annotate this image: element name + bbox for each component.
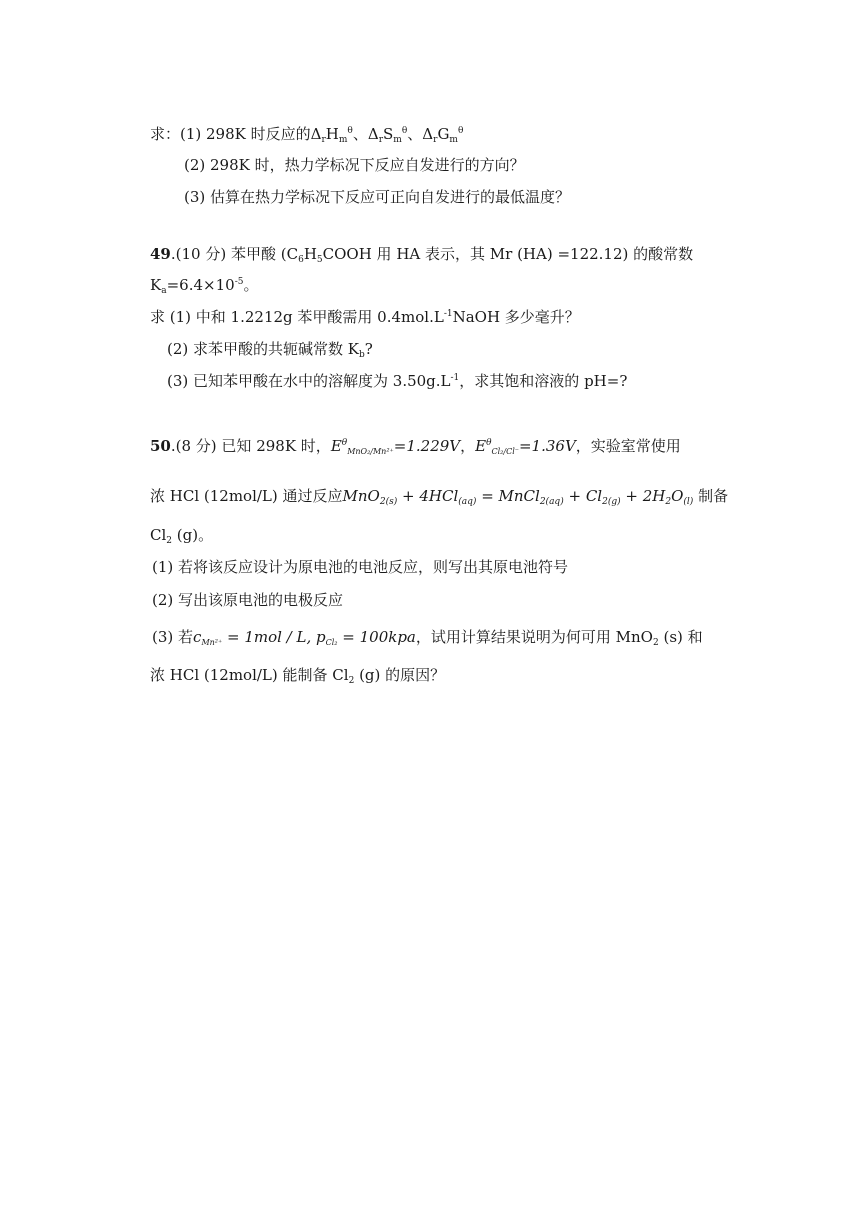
sub-5: 5: [316, 255, 323, 265]
q50-cl2-line: [150, 525, 213, 545]
q50-part2: (2) 写出该原电池的电极反应: [152, 591, 344, 609]
q49-part1-text: 求 (1) 中和 1.2212g 苯甲酸需用 0.4mol.L: [150, 308, 444, 326]
conc-value: = 1mol / L, p: [222, 628, 326, 646]
q50-last-line: [150, 665, 445, 685]
e2-value: =1.36V: [518, 437, 576, 455]
q49-part1-text-2: NaOH 多少毫升？: [452, 308, 580, 326]
q49-intro-text: .(10 分) 苯甲酸 (C: [170, 245, 299, 263]
state-g: (g)。: [172, 526, 214, 544]
symbol-K: K: [150, 276, 162, 294]
symbol-G: G: [437, 125, 450, 143]
q50-reaction-end: 制备: [693, 487, 729, 505]
sup-theta: θ: [347, 126, 353, 136]
exponent-minus-1: -1: [450, 373, 460, 383]
q48-part3: (3) 估算在热力学标况下反应可正向自发进行的最低温度？: [184, 188, 571, 206]
q50-number: 50: [150, 437, 171, 455]
sub-2: 2: [665, 497, 672, 507]
q50-part3-end: (s) 和: [658, 628, 703, 646]
sub-2: 2: [652, 638, 659, 648]
delta-symbol: Δ: [422, 125, 434, 143]
sub-2aq: 2(aq): [539, 497, 564, 507]
sub-s: (s): [385, 497, 398, 507]
ka-exponent: -5: [234, 277, 244, 287]
symbol-S: S: [383, 125, 394, 143]
sub-2: 2: [348, 676, 355, 686]
q49-number: 49: [150, 245, 171, 263]
sub-mn2plus: Mn²⁺: [201, 638, 223, 647]
pressure-value: = 100kpa: [337, 628, 416, 646]
symbol-c: c: [193, 628, 202, 646]
q50-part3-text: (3) 若: [152, 628, 194, 646]
sub-aq: (aq): [458, 497, 477, 507]
symbol-cl: Cl: [150, 526, 167, 544]
rxn-h: + 2H: [620, 487, 666, 505]
q50-intro-end: ，实验室常使用: [575, 437, 681, 455]
sub-6: 6: [298, 255, 304, 265]
separator: 、: [407, 125, 423, 143]
sub-m: m: [449, 135, 458, 145]
q49-part3: [167, 371, 627, 391]
q50-part1: (1) 若将该反应设计为原电池的电池反应，则写出其原电池符号: [152, 558, 569, 576]
delta-rH: [311, 125, 353, 143]
sub-a: a: [161, 286, 167, 296]
delta-symbol: Δ: [310, 125, 322, 143]
symbol-H: H: [303, 245, 317, 263]
q49-intro-text-2: COOH 用 HA 表示，其 Mr (HA) =122.12) 的酸常数: [322, 245, 694, 263]
rxn-mno: MnO: [342, 487, 380, 505]
sup-theta: θ: [401, 126, 408, 136]
q49-ka-line: [150, 275, 258, 295]
sub-b: b: [359, 350, 365, 360]
symbol-E: E: [330, 437, 342, 455]
sub-2: 2: [379, 497, 386, 507]
delta-rS: [368, 125, 407, 143]
q49-part3-text-2: ，求其饱和溶液的 pH=?: [459, 372, 628, 390]
sub-r: r: [378, 135, 384, 145]
sub-2: 2: [166, 536, 173, 546]
q48-request-text: 求：(1) 298K 时反应的: [150, 125, 311, 143]
q50-last-text: 浓 HCl (12mol/L) 能制备 Cl: [150, 666, 349, 684]
sub-2g: 2(g): [602, 497, 621, 507]
q49-part1: [150, 307, 580, 327]
sup-theta: θ: [457, 126, 464, 136]
q50-part3-text-2: ，试用计算结果说明为何可用 MnO: [415, 628, 653, 646]
rxn-cl: + Cl: [563, 487, 603, 505]
sup-theta: θ: [486, 438, 492, 448]
q49-part3-text: (3) 已知苯甲酸在水中的溶解度为 3.50g.L: [167, 372, 451, 390]
q50-part3: [152, 627, 703, 647]
q50-last-end: (g) 的原因？: [354, 666, 446, 684]
symbol-E: E: [475, 437, 487, 455]
sub-cl2: Cl₂: [325, 638, 338, 647]
reaction-equation: [343, 487, 694, 505]
q48-request-line: [150, 124, 463, 144]
ka-value: =6.4×10: [166, 276, 235, 294]
symbol-H: H: [325, 125, 339, 143]
q49-part2: [167, 339, 373, 359]
couple-cl2-cl: Cl₂/Cl⁻: [491, 447, 519, 456]
q50-reaction-intro: 浓 HCl (12mol/L) 通过反应: [150, 487, 343, 505]
delta-symbol: Δ: [367, 125, 379, 143]
q48-part2: (2) 298K 时，热力学标况下反应自发进行的方向？: [184, 156, 525, 174]
exponent-minus-1: -1: [443, 309, 453, 319]
e1-value: =1.229V: [393, 437, 461, 455]
sub-l: (l): [683, 497, 694, 507]
rxn-mncl: = MnCl: [476, 487, 540, 505]
q50-reaction-line: [150, 486, 728, 506]
q50-intro-text: .(8 分) 已知 298K 时，: [170, 437, 331, 455]
rxn-hcl: + 4HCl: [397, 487, 459, 505]
q50-intro-line: [150, 436, 681, 456]
sub-m: m: [338, 135, 348, 145]
q49-intro-line: [150, 244, 693, 264]
question-mark: ?: [364, 340, 373, 358]
couple-mno2-mn: MnO₂/Mn²⁺: [347, 447, 394, 456]
delta-rG: [422, 125, 463, 143]
comma: ，: [460, 437, 476, 455]
sub-m: m: [393, 135, 402, 145]
period: 。: [243, 276, 259, 294]
sup-theta: θ: [341, 438, 348, 448]
separator: 、: [352, 125, 368, 143]
sub-r: r: [321, 135, 326, 145]
q49-part2-text: (2) 求苯甲酸的共轭碱常数 K: [167, 340, 359, 358]
rxn-o: O: [671, 487, 684, 505]
sub-r: r: [433, 135, 438, 145]
